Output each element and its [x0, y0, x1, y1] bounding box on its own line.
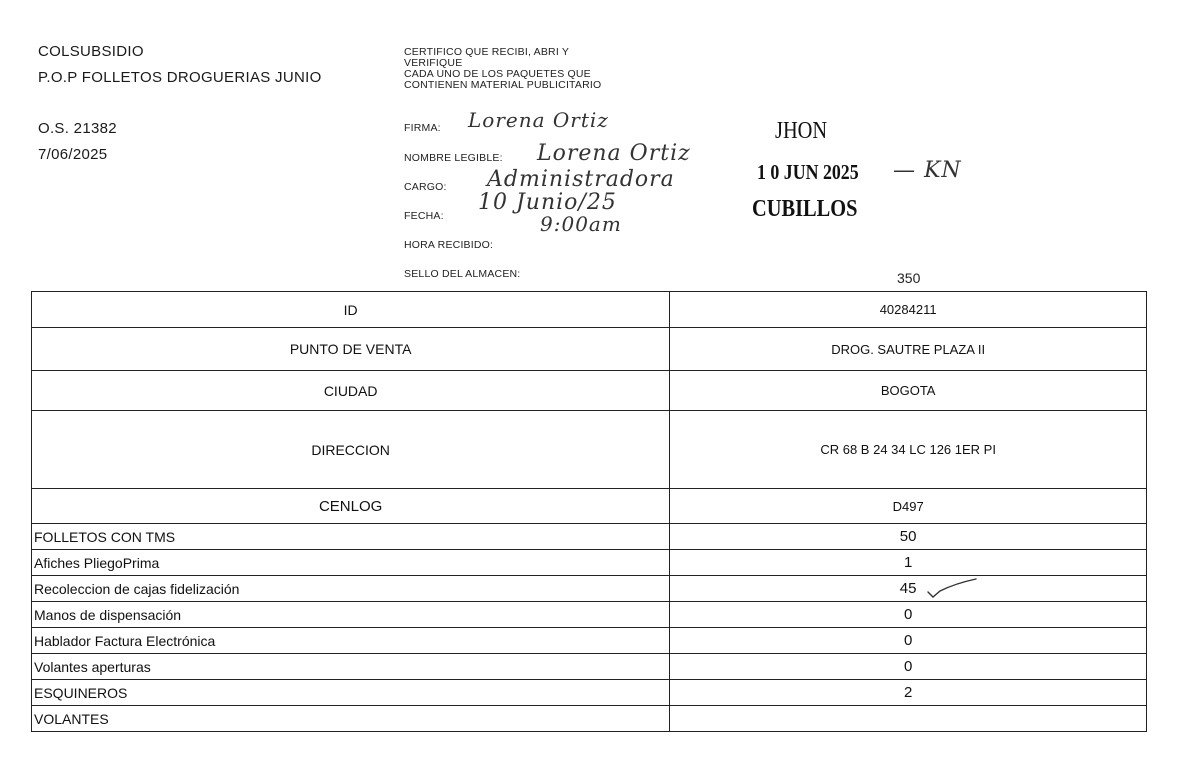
table-row [32, 654, 1147, 680]
certificate-line: CONTIENEN MATERIAL PUBLICITARIO [404, 79, 602, 91]
organization-name: COLSUBSIDIO [38, 43, 144, 60]
certificate-line: CADA UNO DE LOS PAQUETES QUE [404, 68, 591, 80]
certificate-text [404, 47, 664, 91]
table-row [32, 292, 1147, 328]
item-quantity: 45 [670, 576, 1147, 602]
row-label: CENLOG [32, 489, 670, 524]
document-date: 7/06/2025 [38, 146, 108, 163]
item-label: VOLANTES [32, 706, 670, 732]
handwritten-name: Lorena Ortiz [537, 141, 691, 166]
row-value: 40284211 [670, 292, 1147, 328]
table-row [32, 371, 1147, 411]
table-row [32, 328, 1147, 371]
handwritten-date: 10 Junio/25 [478, 190, 617, 215]
item-label: ESQUINEROS [32, 680, 670, 706]
item-label: Afiches PliegoPrima [32, 550, 670, 576]
handwritten-time: 9:00am [540, 212, 622, 236]
certificate-line: CERTIFICO QUE RECIBI, ABRI Y [404, 46, 570, 58]
item-quantity [670, 706, 1147, 732]
table-row [32, 489, 1147, 524]
stamp-date: 1 0 JUN 2025 [757, 160, 859, 184]
item-label: Recoleccion de cajas fidelización [32, 576, 670, 602]
handwritten-position: Administradora [487, 167, 675, 192]
sello-label: SELLO DEL ALMACEN: [404, 268, 521, 280]
fecha-label: FECHA: [404, 210, 444, 222]
firma-label: FIRMA: [404, 122, 441, 134]
item-quantity: 50 [670, 524, 1147, 550]
item-quantity: 0 [670, 628, 1147, 654]
certificate-line: VERIFIQUE [404, 57, 463, 69]
document-title: P.O.P FOLLETOS DROGUERIAS JUNIO [38, 69, 322, 86]
page-number: 350 [897, 270, 921, 286]
table-row [32, 628, 1147, 654]
item-quantity: 1 [670, 550, 1147, 576]
item-label: Hablador Factura Electrónica [32, 628, 670, 654]
hora-label: HORA RECIBIDO: [404, 239, 494, 251]
nombre-label: NOMBRE LEGIBLE: [404, 152, 503, 164]
row-value: CR 68 B 24 34 LC 126 1ER PI [670, 411, 1147, 489]
order-number: O.S. 21382 [38, 120, 117, 137]
stamp-name: JHON [775, 118, 828, 144]
row-value: DROG. SAUTRE PLAZA II [670, 328, 1147, 371]
row-label: DIRECCION [32, 411, 670, 489]
item-quantity: 2 [670, 680, 1147, 706]
checkmark-icon [926, 578, 978, 600]
table-row [32, 524, 1147, 550]
row-label: PUNTO DE VENTA [32, 328, 670, 371]
row-value: BOGOTA [670, 371, 1147, 411]
table-row [32, 411, 1147, 489]
table-row [32, 706, 1147, 732]
handwritten-initials: — KN [893, 158, 962, 183]
delivery-table [31, 291, 1147, 732]
item-label: Manos de dispensación [32, 602, 670, 628]
handwritten-signature: Lorena Ortiz [468, 108, 609, 132]
table-row [32, 576, 1147, 602]
table-row [32, 550, 1147, 576]
item-quantity: 0 [670, 654, 1147, 680]
table-row [32, 602, 1147, 628]
stamp-surname: CUBILLOS [752, 196, 858, 222]
cargo-label: CARGO: [404, 181, 447, 193]
row-value: D497 [670, 489, 1147, 524]
item-label: FOLLETOS CON TMS [32, 524, 670, 550]
table-row [32, 680, 1147, 706]
row-label: CIUDAD [32, 371, 670, 411]
row-label: ID [32, 292, 670, 328]
item-quantity: 0 [670, 602, 1147, 628]
item-label: Volantes aperturas [32, 654, 670, 680]
